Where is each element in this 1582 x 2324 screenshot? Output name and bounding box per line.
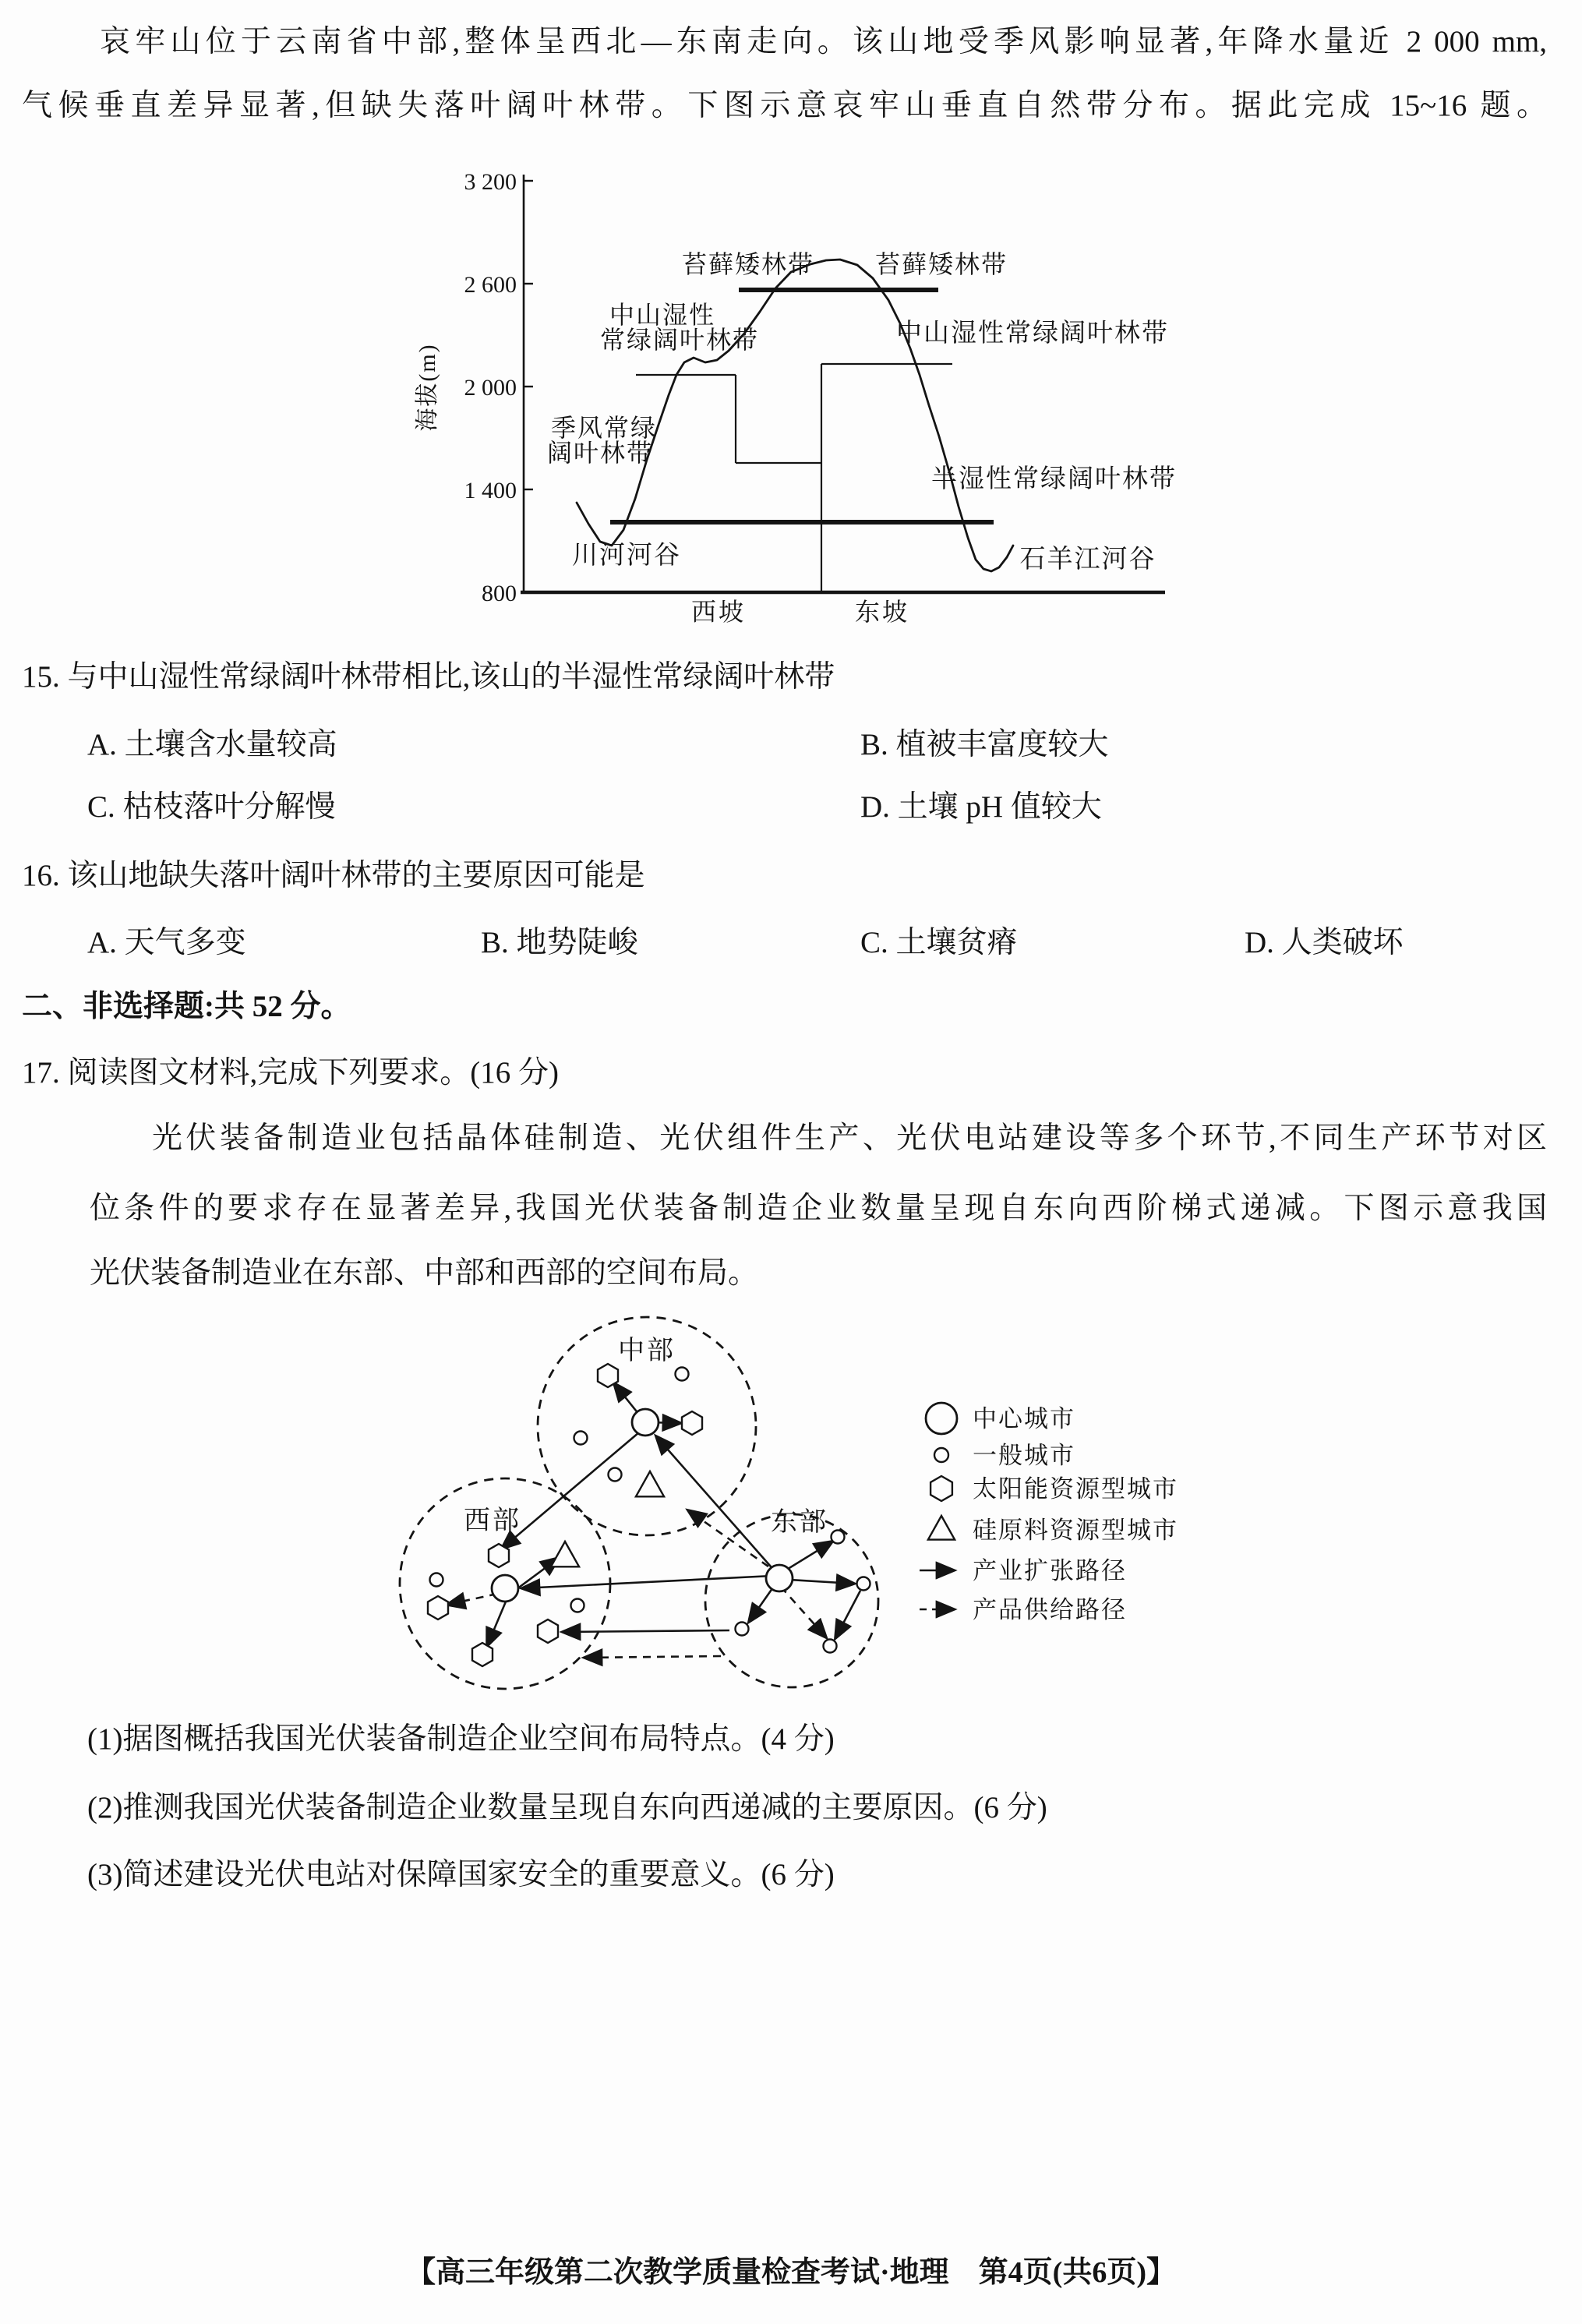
belt-label: 阔叶林带	[546, 439, 654, 467]
passage-line-2: 气候垂直差异显著,但缺失落叶阔叶林带。下图示意哀牢山垂直自然带分布。据此完成 15~16 题。	[22, 89, 1547, 122]
slope-label: 西坡	[690, 598, 747, 626]
region-label: 西部	[464, 1506, 521, 1535]
q15-option-d[interactable]: D. 土壤 pH 值较大	[860, 790, 1102, 824]
solar-resource-city-node	[682, 1411, 702, 1435]
industry-expansion-arrow	[835, 1591, 860, 1638]
legend-label: 产品供给路径	[973, 1596, 1127, 1623]
general-city-node	[571, 1599, 584, 1612]
general-city-node	[824, 1640, 837, 1653]
industry-expansion-arrow	[656, 1436, 776, 1573]
q16-option-a[interactable]: A. 天气多变	[87, 926, 246, 959]
q15-option-a[interactable]: A. 土壤含水量较高	[87, 728, 337, 761]
legend-general-city-icon	[934, 1448, 948, 1462]
belt-label: 苔藓矮林带	[681, 250, 815, 278]
q17-sub1: (1)据图概括我国光伏装备制造企业空间布局特点。(4 分)	[87, 1722, 835, 1756]
belt-label: 石羊江河谷	[1019, 546, 1156, 574]
figure-vertical-belts	[405, 164, 1185, 631]
solar-resource-city-node	[428, 1596, 448, 1619]
section2-heading: 二、非选择题:共 52 分。	[22, 990, 351, 1023]
product-supply-arrow	[584, 1656, 721, 1658]
general-city-node	[857, 1577, 870, 1591]
center-city-node	[492, 1575, 518, 1602]
passage-line-1: 哀牢山位于云南省中部,整体呈西北—东南走向。该山地受季风影响显著,年降水量近 2 000 mm,	[100, 25, 1547, 58]
legend-solar-city-icon	[930, 1476, 952, 1501]
q15-option-b[interactable]: B. 植被丰富度较大	[860, 728, 1109, 761]
solar-resource-city-node	[489, 1544, 509, 1567]
page-footer: 【高三年级第二次教学质量检查考试·地理 第4页(共6页)】	[406, 2256, 1176, 2289]
q16-option-b[interactable]: B. 地势陡峻	[481, 926, 638, 959]
general-city-node	[609, 1468, 622, 1482]
industry-expansion-arrow	[789, 1580, 854, 1584]
legend-label: 中心城市	[973, 1405, 1075, 1432]
q17-material-line-3: 光伏装备制造业在东部、中部和西部的空间布局。	[90, 1256, 759, 1290]
belt-label: 中山湿性常绿阔叶林带	[896, 320, 1169, 348]
q17-sub3: (3)简述建设光伏电站对保障国家安全的重要意义。(6 分)	[87, 1858, 835, 1891]
q15-option-c[interactable]: C. 枯枝落叶分解慢	[87, 790, 336, 824]
solar-resource-city-node	[472, 1643, 493, 1666]
q17-sub2: (2)推测我国光伏装备制造企业数量呈现自东向西递减的主要原因。(6 分)	[87, 1791, 1047, 1824]
center-city-node	[766, 1565, 793, 1591]
legend-label: 一般城市	[973, 1442, 1075, 1469]
industry-expansion-arrow	[487, 1596, 508, 1646]
belt-label: 苔藓矮林带	[874, 250, 1008, 278]
q16-stem: 16. 该山地缺失落叶阔叶林带的主要原因可能是	[22, 859, 645, 892]
belt-label: 半湿性常绿阔叶林带	[931, 465, 1177, 493]
general-city-node	[736, 1623, 749, 1636]
industry-expansion-arrow	[563, 1630, 729, 1632]
silicon-resource-city-node	[636, 1471, 664, 1496]
q17-lead: 17. 阅读图文材料,完成下列要求。(16 分)	[22, 1056, 559, 1090]
q16-option-d[interactable]: D. 人类破坏	[1245, 926, 1404, 959]
silicon-resource-city-node	[551, 1542, 579, 1566]
legend-center-city-icon	[926, 1403, 957, 1434]
belt-label: 川河河谷	[572, 542, 681, 570]
general-city-node	[832, 1531, 845, 1544]
region-label: 中部	[618, 1337, 676, 1365]
general-city-node	[574, 1432, 588, 1445]
q16-option-c[interactable]: C. 土壤贫瘠	[860, 926, 1018, 959]
belt-label: 常绿阔叶林带	[599, 326, 760, 354]
q17-material-line-1: 光伏装备制造业包括晶体硅制造、光伏组件生产、光伏电站建设等多个环节,不同生产环节对区	[152, 1121, 1547, 1155]
y-axis-title: 海拔(m)	[415, 343, 440, 432]
general-city-node	[676, 1368, 689, 1381]
industry-expansion-arrow	[749, 1585, 775, 1622]
product-supply-arrow	[447, 1594, 497, 1605]
legend-label: 产业扩张路径	[973, 1557, 1127, 1584]
legend-label: 太阳能资源型城市	[973, 1475, 1178, 1503]
y-tick-label: 2 600	[464, 272, 517, 298]
y-tick-label: 800	[482, 581, 517, 606]
general-city-node	[430, 1573, 443, 1587]
region-label: 东部	[771, 1508, 828, 1537]
legend-silicon-city-icon	[928, 1516, 955, 1540]
q15-stem: 15. 与中山湿性常绿阔叶林带相比,该山的半湿性常绿阔叶林带	[22, 660, 835, 694]
belt-label: 季风常绿	[550, 414, 658, 442]
product-supply-arrow	[781, 1587, 826, 1637]
slope-label: 东坡	[854, 598, 910, 626]
legend-label: 硅原料资源型城市	[973, 1517, 1178, 1544]
solar-resource-city-node	[538, 1619, 558, 1643]
industry-expansion-arrow	[522, 1576, 772, 1588]
center-city-node	[632, 1409, 659, 1436]
y-tick-label: 2 000	[464, 375, 517, 401]
y-tick-label: 1 400	[464, 478, 517, 503]
solar-resource-city-node	[598, 1364, 618, 1387]
figure-pv-layout	[327, 1309, 1185, 1699]
belt-label: 中山湿性	[609, 301, 716, 329]
q17-material-line-2: 位条件的要求存在显著差异,我国光伏装备制造企业数量呈现自东向西阶梯式递减。下图示意我国	[90, 1192, 1547, 1225]
y-tick-label: 3 200	[464, 169, 517, 195]
